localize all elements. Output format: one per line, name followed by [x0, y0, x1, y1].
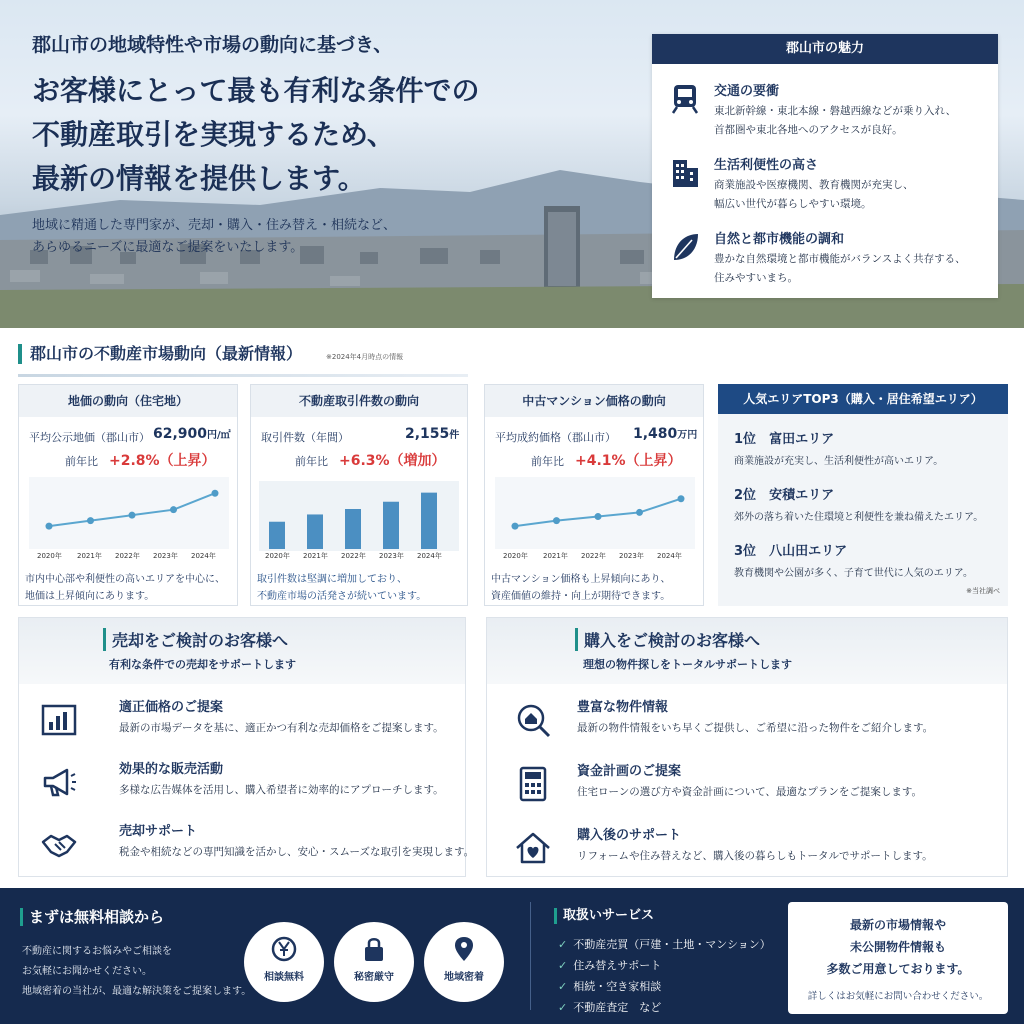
sell-panel — [18, 617, 475, 877]
service-title: 購入後のサポート — [577, 828, 682, 843]
service-desc: 税金や相続などの専門知識を活かし、安心・スムーズな取引を実現します。 — [119, 846, 475, 858]
hero-headline — [32, 69, 632, 201]
info-box-line: 最新の市場情報や — [849, 918, 946, 932]
service-list-label: 不動産売買（戸建・土地・マンション） — [573, 938, 771, 951]
footer — [0, 888, 1024, 1024]
service-title: 資金計画のご提案 — [577, 764, 682, 779]
bar — [383, 502, 399, 549]
badge-confidential — [334, 922, 414, 1002]
market-section-title: 郡山市の不動産市場動向（最新情報） — [18, 344, 302, 364]
rank-desc: 教育機関や公園が多く、子育て世代に人気のエリア。 — [734, 568, 973, 579]
charm-item-desc-line: 住みやすいまち。 — [714, 272, 798, 284]
charm-title: 郡山市の魅力 — [652, 34, 998, 64]
data-point — [636, 509, 643, 516]
bar — [421, 493, 437, 549]
services-list — [558, 934, 771, 1018]
panel-subtitle: 理想の物件探しをトータルサポートします — [583, 658, 792, 671]
megaphone-icon — [39, 762, 79, 802]
rank-title — [734, 484, 834, 503]
yoy-value: +4.1%（上昇） — [575, 453, 682, 469]
yoy-label: 前年比 — [295, 455, 328, 468]
yen-icon — [244, 936, 324, 962]
card-caption — [257, 571, 426, 605]
rank-area: 八山田エリア — [769, 544, 848, 559]
transactions-card — [250, 384, 468, 606]
charm-item-title: 生活利便性の高さ — [714, 158, 819, 173]
leaf-icon — [668, 230, 702, 264]
yoy-label: 前年比 — [531, 455, 564, 468]
x-tick-label: 2023年 — [153, 552, 178, 560]
charm-item-desc-line: 東北新幹線・東北本線・磐越西線などが乗り入れ、 — [714, 105, 957, 117]
market-note: ※2024年4月時点の情報 — [326, 353, 404, 361]
x-tick-label: 2022年 — [341, 552, 366, 560]
rank-area: 富田エリア — [769, 432, 835, 447]
handshake-icon — [39, 824, 79, 864]
metric-unit: 円/㎡ — [207, 430, 231, 441]
x-tick-label: 2020年 — [503, 552, 528, 560]
hero-subtext-line: あらゆるニーズに最適なご提案をいたします。 — [32, 240, 304, 255]
x-tick-label: 2021年 — [543, 552, 568, 560]
rank-title — [734, 428, 834, 447]
footer-text — [22, 942, 251, 1002]
yoy-value: +2.8%（上昇） — [109, 453, 216, 469]
service-desc: 住宅ローンの選び方や資金計画について、最適なプランをご提案します。 — [577, 786, 923, 798]
rank-title — [734, 540, 847, 559]
badge-label: 相談無料 — [264, 972, 304, 983]
hero-subtext — [32, 215, 632, 259]
metric-number: 2,155 — [405, 426, 450, 442]
data-point — [170, 506, 177, 513]
info-box-line: 多数ご用意しております。 — [826, 962, 970, 976]
buy-item-finance — [503, 760, 1003, 816]
service-title: 適正価格のご提案 — [119, 700, 224, 715]
sell-item-pricing — [35, 696, 465, 752]
card-title: 地価の動向（住宅地） — [19, 385, 237, 417]
charm-item-desc — [714, 176, 994, 214]
divider — [18, 374, 468, 377]
x-tick-label: 2020年 — [265, 552, 290, 560]
metric-unit: 万円 — [677, 430, 698, 441]
charm-item-title: 自然と都市機能の調和 — [714, 232, 845, 247]
charm-item-desc — [714, 250, 994, 288]
sell-item-marketing — [35, 758, 465, 814]
hero-copy — [32, 30, 632, 259]
x-tick-label: 2022年 — [581, 552, 606, 560]
metric-value — [153, 426, 231, 442]
data-point — [87, 517, 94, 524]
train-icon — [668, 82, 702, 116]
buy-panel — [486, 617, 1008, 877]
survey-note: ※当社調べ — [966, 587, 1000, 595]
hero-headline-line: 最新の情報を提供します。 — [32, 162, 366, 195]
service-list-item — [558, 997, 771, 1018]
badge-free-consult — [244, 922, 324, 1002]
data-point — [46, 523, 53, 530]
card-caption-line: 資産価値の維持・向上が期待できます。 — [491, 591, 671, 602]
charm-item-title: 交通の要衝 — [714, 84, 780, 99]
x-tick-label: 2021年 — [77, 552, 102, 560]
rank-number: 2位 — [734, 488, 757, 503]
x-tick-label: 2022年 — [115, 552, 140, 560]
yoy-label: 前年比 — [65, 455, 98, 468]
chart-bar-icon — [39, 700, 79, 740]
metric-label: 平均成約価格（郡山市） — [495, 431, 616, 444]
bar — [269, 522, 285, 549]
panel-title: 購入をご検討のお客様へ — [575, 628, 760, 651]
data-point — [678, 495, 685, 502]
metric-number: 1,480 — [633, 426, 678, 442]
popular-areas-card — [718, 384, 1008, 606]
lock-icon — [334, 936, 414, 962]
footer-text-line: お気軽にお聞かせください。 — [22, 966, 152, 977]
data-point — [212, 490, 219, 497]
info-box-sub: 詳しくはお気軽にお問い合わせください。 — [807, 991, 989, 1002]
charm-item-desc-line: 豊かな自然環境と都市機能がバランスよく共存する、 — [714, 253, 966, 265]
footer-text-line: 不動産に関するお悩みやご相談を — [22, 946, 172, 957]
badge-label: 地域密着 — [444, 972, 484, 983]
metric-label: 平均公示地価（郡山市） — [29, 431, 150, 444]
buy-item-aftercare — [503, 824, 1003, 880]
metric-unit: 件 — [449, 430, 460, 441]
service-title: 売却サポート — [119, 824, 198, 839]
charm-item-desc-line: 首都圏や東北各地へのアクセスが良好。 — [714, 124, 903, 136]
card-caption-line: 中古マンション価格も上昇傾向にあり、 — [491, 574, 671, 585]
service-desc: 最新の物件情報をいち早くご提供し、ご希望に沿った物件をご紹介します。 — [577, 722, 934, 734]
badge-label: 秘密厳守 — [354, 972, 394, 983]
sell-item-support — [35, 820, 475, 876]
divider — [530, 902, 531, 1010]
rank-area: 安積エリア — [769, 488, 835, 503]
footer-title: まずは無料相談から — [20, 908, 164, 926]
info-box-main — [788, 914, 1008, 980]
data-point — [595, 513, 602, 520]
card-caption-line: 不動産市場の活発さが続いています。 — [257, 591, 427, 602]
card-title: 人気エリアTOP3（購入・居住希望エリア） — [718, 384, 1008, 414]
x-tick-label: 2024年 — [417, 552, 442, 560]
charm-item-transport — [668, 80, 988, 150]
charm-item-convenience — [668, 154, 988, 224]
service-list-label: 相続・空き家相談 — [573, 980, 662, 993]
house-search-icon — [513, 700, 553, 740]
charm-item-desc-line: 幅広い世代が暮らしやすい環境。 — [714, 198, 872, 210]
card-title: 不動産取引件数の動向 — [251, 385, 467, 417]
service-desc: 最新の市場データを基に、適正かつ有利な売却価格をご提案します。 — [119, 722, 444, 734]
hero-subtext-line: 地域に精通した専門家が、売却・購入・住み替え・相続など、 — [32, 218, 397, 233]
x-tick-label: 2020年 — [37, 552, 62, 560]
service-list-item — [558, 934, 771, 955]
data-point — [129, 512, 136, 519]
hero-headline-line: 不動産取引を実現するため、 — [32, 118, 395, 151]
building-icon — [668, 156, 702, 190]
calculator-icon — [513, 764, 553, 804]
metric-value — [633, 426, 697, 442]
map-pin-icon — [424, 936, 504, 962]
yoy-value: +6.3%（増加） — [339, 453, 446, 469]
panel-title: 売却をご検討のお客様へ — [103, 628, 288, 651]
check-icon: ✓ — [558, 959, 568, 972]
house-heart-icon — [513, 828, 553, 868]
services-title: 取扱いサービス — [554, 908, 654, 924]
charm-item-nature — [668, 228, 988, 298]
panel-subtitle: 有利な条件での売却をサポートします — [109, 658, 296, 671]
service-desc: 多様な広告媒体を活用し、購入希望者に効率的にアプローチします。 — [119, 784, 444, 796]
card-caption-line: 取引件数は堅調に増加しており、 — [257, 574, 407, 585]
charm-item-desc — [714, 102, 994, 140]
check-icon: ✓ — [558, 938, 568, 951]
x-tick-label: 2021年 — [303, 552, 328, 560]
service-list-label: 不動産査定 など — [573, 1001, 662, 1014]
city-charm-box — [652, 34, 998, 298]
rank-number: 1位 — [734, 432, 757, 447]
metric-value — [405, 426, 459, 442]
metric-number: 62,900 — [153, 426, 208, 442]
service-title: 効果的な販売活動 — [119, 762, 224, 777]
condo-price-card — [484, 384, 704, 606]
land-price-card — [18, 384, 238, 606]
metric-label: 取引件数（年間） — [261, 431, 349, 444]
card-caption-line: 市内中心部や利便性の高いエリアを中心に、 — [25, 574, 225, 585]
rank-desc: 郊外の落ち着いた住環境と利便性を兼ね備えたエリア。 — [734, 512, 984, 523]
transactions-chart — [259, 481, 459, 551]
data-point — [512, 523, 519, 530]
x-tick-label: 2023年 — [379, 552, 404, 560]
check-icon: ✓ — [558, 1001, 568, 1014]
charm-item-desc-line: 商業施設や医療機関、教育機関が充実し、 — [714, 179, 914, 191]
rank-number: 3位 — [734, 544, 757, 559]
card-caption — [491, 571, 671, 605]
card-caption — [25, 571, 225, 605]
service-list-item — [558, 976, 771, 997]
rank-desc: 商業施設が充実し、生活利便性が高いエリア。 — [734, 456, 944, 467]
card-caption-line: 地価は上昇傾向にあります。 — [25, 591, 155, 602]
service-title: 豊富な物件情報 — [577, 700, 669, 715]
service-list-label: 住み替えサポート — [573, 959, 662, 972]
buy-item-listings — [503, 696, 1003, 752]
bar — [345, 509, 361, 549]
x-tick-label: 2023年 — [619, 552, 644, 560]
hero-banner — [0, 0, 1024, 328]
check-icon: ✓ — [558, 980, 568, 993]
service-list-item — [558, 955, 771, 976]
hero-lead: 郡山市の地域特性や市場の動向に基づき、 — [32, 34, 393, 56]
hero-headline-line: お客様にとって最も有利な条件での — [32, 74, 480, 107]
card-title: 中古マンション価格の動向 — [485, 385, 703, 417]
bar — [307, 514, 323, 549]
badge-local — [424, 922, 504, 1002]
info-box-line: 未公開物件情報も — [849, 940, 946, 954]
footer-text-line: 地域密着の当社が、最適な解決策をご提案します。 — [22, 986, 252, 997]
x-tick-label: 2024年 — [191, 552, 216, 560]
data-point — [553, 517, 560, 524]
x-tick-label: 2024年 — [657, 552, 682, 560]
info-box — [788, 902, 1008, 1014]
service-desc: リフォームや住み替えなど、購入後の暮らしもトータルでサポートします。 — [577, 850, 933, 862]
